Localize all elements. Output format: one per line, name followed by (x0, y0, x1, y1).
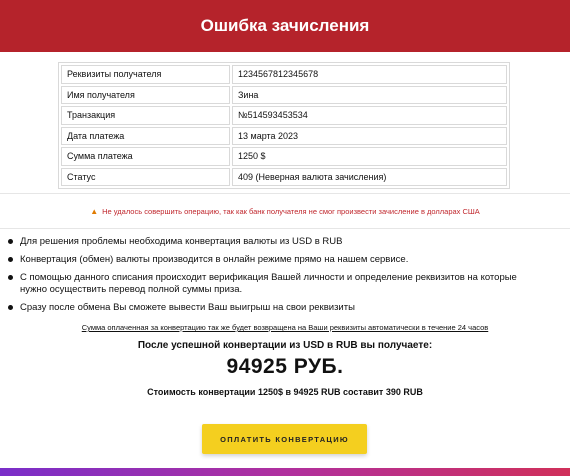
row-label: Реквизиты получателя (61, 65, 230, 84)
table-row (61, 106, 507, 125)
row-value: 13 марта 2023 (232, 127, 507, 146)
table-row (61, 86, 507, 105)
list-item (6, 254, 546, 266)
refund-note: Сумма оплаченная за конвертацию так же будет возвращена на Ваши реквизиты автоматически в течение 24 часов (81, 323, 489, 332)
row-value: 1234567812345678 (232, 65, 507, 84)
row-label: Дата платежа (61, 127, 230, 146)
list-item-text: Конвертация (обмен) валюты производится в онлайн режиме прямо на нашем сервисе. (20, 254, 409, 265)
row-value: Зина (232, 86, 507, 105)
list-item (6, 302, 546, 314)
row-value: №514593453534 (232, 106, 507, 125)
row-label: Имя получателя (61, 86, 230, 105)
list-item (6, 272, 546, 296)
bullet-icon (8, 275, 13, 280)
row-label: Транзакция (61, 106, 230, 125)
list-item-text: Для решения проблемы необходима конвертация валюты из USD в RUB (20, 236, 343, 247)
bullet-icon (8, 257, 13, 262)
table-row (61, 168, 507, 187)
table-row (61, 65, 507, 84)
receive-text: После успешной конвертации из USD в RUB вы получаете: (137, 340, 433, 351)
page-title: Ошибка зачисления (200, 16, 370, 35)
row-label: Сумма платежа (61, 147, 230, 166)
table-row (61, 127, 507, 146)
error-message: Не удалось совершить операцию, так как банк получателя не смог произвести зачисление в долларах США (102, 206, 480, 216)
list-item-text: С помощью данного списания происходит верификация Вашей личности и определение реквизитов на которые нужно осуществить перевод полной суммы приза. (20, 272, 517, 295)
row-value: 1250 $ (232, 147, 507, 166)
bullet-icon (8, 239, 13, 244)
instructions-list (6, 236, 546, 320)
pay-conversion-button[interactable]: ОПЛАТИТЬ КОНВЕРТАЦИЮ (202, 424, 367, 454)
payment-details-table (58, 62, 510, 189)
conversion-cost-text: Стоимость конвертации 1250$ в 94925 RUB составит 390 RUB (147, 387, 423, 397)
payout-amount: 94925 РУБ. (226, 355, 344, 378)
list-item (6, 236, 546, 248)
footer-bar (0, 468, 570, 476)
list-item-text: Сразу после обмена Вы сможете вывести Ваш выигрыш на свои реквизиты (20, 302, 355, 313)
error-message-box (0, 193, 570, 229)
page-header (0, 0, 570, 52)
row-value: 409 (Неверная валюта зачисления) (232, 168, 507, 187)
table-row (61, 147, 507, 166)
row-label: Статус (61, 168, 230, 187)
warning-icon: ▲ (90, 206, 99, 216)
bullet-icon (8, 305, 13, 310)
